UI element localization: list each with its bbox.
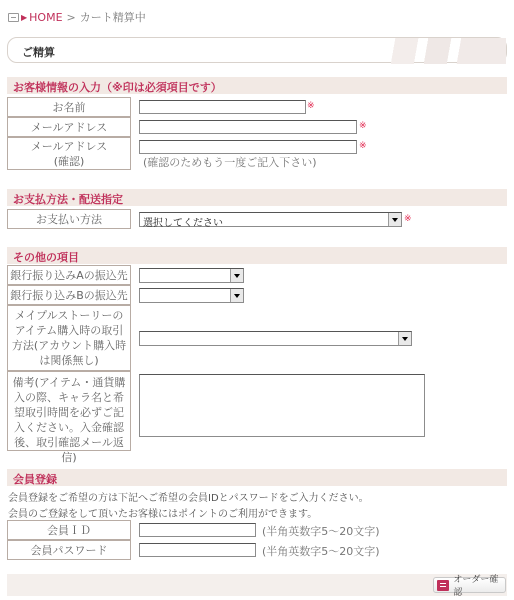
bank-b-label: 銀行振り込みBの振込先 xyxy=(7,285,131,305)
bank-a-label: 銀行振り込みAの振込先 xyxy=(7,265,131,285)
page-title-box xyxy=(7,37,507,63)
member-intro-line1: 会員登録をご希望の方は下記へご希望の会員IDとパスワードをご入力ください。 xyxy=(8,493,369,504)
remarks-textarea[interactable] xyxy=(139,374,425,437)
remarks-label: 備考(アイテム・通貨購入の際、キャラ名と希望取引時間を必ずご記入ください。入金確認後、取引確認メール返信) xyxy=(7,371,131,451)
section-title-customer: お客様情報の入力（※印は必須項目です） xyxy=(13,81,222,94)
email-confirm-label: メールアドレス (確認) xyxy=(7,137,131,170)
member-password-label: 会員パスワード xyxy=(7,540,131,560)
email-input[interactable] xyxy=(139,120,357,134)
email-label: メールアドレス xyxy=(7,117,131,137)
breadcrumb-home-link[interactable]: HOME xyxy=(29,10,63,24)
dropdown-arrow-icon[interactable] xyxy=(398,332,411,345)
member-password-hint: (半角英数字5～20文字) xyxy=(262,545,380,558)
section-title-payment: お支払方法・配送指定 xyxy=(13,193,123,206)
section-title-other: その他の項目 xyxy=(13,251,79,264)
member-password-input[interactable] xyxy=(139,543,256,557)
list-icon xyxy=(437,580,449,591)
breadcrumb-separator: > xyxy=(66,10,76,24)
title-decoration xyxy=(346,38,506,64)
bank-a-select[interactable] xyxy=(139,268,244,283)
section-header-other xyxy=(7,247,507,264)
breadcrumb xyxy=(8,9,146,25)
payment-method-label: お支払い方法 xyxy=(7,209,131,229)
triangle-right-icon: ▶ xyxy=(21,12,28,22)
email-confirm-input[interactable] xyxy=(139,140,357,154)
member-id-label: 会員ＩＤ xyxy=(7,520,131,540)
member-intro-line2: 会員のご登録をして頂いたお客様にはポイントのご利用ができます。 xyxy=(8,509,318,520)
name-label: お名前 xyxy=(7,97,131,117)
bank-b-select[interactable] xyxy=(139,288,244,303)
dropdown-arrow-icon[interactable] xyxy=(230,289,243,302)
window-icon xyxy=(8,13,19,22)
email-required-mark: ※ xyxy=(359,121,367,131)
email-confirm-hint: (確認のためもう一度ご記入下さい) xyxy=(143,156,317,169)
page-title: ご精算 xyxy=(22,46,55,59)
maple-trade-label: メイプルストーリーのアイテム購入時の取引方法(アカウント購入時は関係無し) xyxy=(7,305,131,371)
order-confirm-label: オーダー確認 xyxy=(453,575,499,598)
section-header-payment xyxy=(7,189,507,206)
section-title-member: 会員登録 xyxy=(13,473,57,486)
maple-trade-select[interactable] xyxy=(139,331,412,346)
section-header-customer xyxy=(7,77,507,94)
name-required-mark: ※ xyxy=(307,101,315,111)
member-id-input[interactable] xyxy=(139,523,256,537)
name-input[interactable] xyxy=(139,100,306,114)
payment-required-mark: ※ xyxy=(404,214,412,224)
breadcrumb-current: カート精算中 xyxy=(79,11,146,24)
order-confirm-button[interactable] xyxy=(433,575,506,598)
section-header-member xyxy=(7,469,507,486)
member-id-hint: (半角英数字5～20文字) xyxy=(262,525,380,538)
payment-method-select[interactable] xyxy=(139,212,402,227)
email-confirm-required-mark: ※ xyxy=(359,141,367,151)
payment-method-value: 選択してください xyxy=(143,218,223,229)
dropdown-arrow-icon[interactable] xyxy=(388,213,401,226)
bottom-bar xyxy=(7,574,507,596)
dropdown-arrow-icon[interactable] xyxy=(230,269,243,282)
